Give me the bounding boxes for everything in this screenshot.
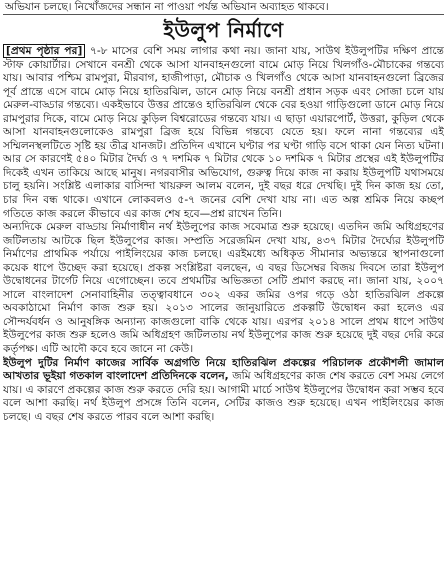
article-body	[3, 45, 444, 424]
paragraph-3-text: জমি অধিগ্রহণের কাজ শেষ করতে বেশ সময় লেগে যায়। এ কারণে প্রকল্পের কাজ শুরু করতে দেরি হয়। আগামী মার্চে সাউথ ইউলুপের উদ্বোধন করা সম্ভব হবে বলে আশা করছি। নর্থ ইউলুপ প্রসঙ্গে তিনি বলেন, সেটির কাজও শুরু হয়েছে। এখন পাইলিংয়ের কাজ চলছে। এ বছর শেষ করতে পারব বলে আশা করছি।	[3, 370, 444, 423]
article-headline: ইউলুপ নির্মাণে	[163, 18, 284, 42]
paragraph-2: অন্যদিকে মেরুল বাড্ডায় নির্মাণাধীন নর্থ ইউলুপের কাজ সবেমাত্র শুরু হয়েছে। এতদিন জমি অধিগ্রহণের জটিলতায় আটকে ছিল ইউলুপের কাজ। সম্প্রতি সরেজমিন দেখা যায়, ৪৩৭ মিটার দৈর্ঘ্যের ইউলুপটি নির্মাণের প্রাথমিক পর্যায়ে পাইলিংয়ের কাজ চলছে। এরইমধ্যে অধিকৃত সীমানার অভ্যন্তরে স্থাপনাগুলো কয়েক ধাপে উচ্ছেদ করা হয়েছে। প্রকল্প সংশ্লিষ্টরা বলছেন, এ বছর ডিসেম্বর বিজয় দিবসে তারা ইউলুপ উদ্বোধনের টার্গেট নিয়ে এগোচ্ছেন। তবে প্রথমটির অভিজ্ঞতা সেটি প্রমাণ করছে না। জানা যায়, ২০০৭ সালে বাংলাদেশ সেনাবাহিনীর তত্ত্বাবধানে ৩০২ একর জমির ওপর গড়ে ওঠা হাতিরঝিল প্রকল্পে অবকাঠামো নির্মাণ কাজ শুরু হয়। ২০১৩ সালের জানুয়ারিতে প্রকল্পটি উদ্বোধন করা হলেও এর সৌন্দর্যবর্ধন ও আনুষঙ্গিক অন্যান্য কাজগুলো বাকি থেকে যায়। এরপর ২০১৪ সালে প্রথম ধাপে সাউথ ইউলুপের কাজ শুরু হলেও জমি অধিগ্রহণ জটিলতায় নর্থ ইউলুপের কাজ শুরু হয়েছে দুই বছর দেরি করে কর্তৃপক্ষ। এটি আদৌ কবে হবে জানে না কেউ।	[3, 221, 444, 356]
paragraph-1	[3, 45, 444, 221]
paragraph-3	[3, 357, 444, 425]
continued-from-kicker: [প্রথম পৃষ্ঠার পর]	[3, 44, 85, 58]
paragraph-1-text: ৭-৮ মাসের বেশি সময় লাগার কথা নয়। জানা যায়, সাউথ ইউলুপটির দক্ষিণ প্রান্তে স্টাফ কোয়ার্টার। সেখানে বনশ্রী থেকে আসা যানবাহনগুলো বামে মোড় নিয়ে খিলগাঁও-মৌচাকের গন্তব্যে যায়। আবার পশ্চিম রামপুরা, মীরবাগ, হাজীপাড়া, মৌচাক ও খিলগাঁও থেকে আসা যানবাহনগুলো ব্রিজের পূর্ব প্রান্তে এসে বামে মোড় নিয়ে হাতিরঝিল, ডানে মোড় নিয়ে বনশ্রী প্রধান সড়ক এবং সোজা চলে যায় মেরুল-বাড্ডার গন্তব্যে। একইভাবে উত্তর প্রান্তেও হাতিরঝিল থেকে বের হওয়া গাড়িগুলো ডানে মোড় নিয়ে রামপুরার দিকে, বামে মোড় নিয়ে কুড়িল বিশ্বরোডের গন্তব্যে যায়। এ ছাড়া এয়ারপোর্ট, উত্তরা, কুড়িল থেকে আসা যানবাহনগুলোকেও রামপুরা ব্রিজ হয়ে বিভিন্ন গন্তব্যে যেতে হয়। ফলে নানা গন্তব্যের এই সম্মিলনস্থলটিতে সৃষ্টি হয় তীব্র যানজট। প্রতিদিন এখানে ঘণ্টার পর ঘণ্টা গাড়ি বসে থাকা যেন নিত্য ঘটনা। আর সে কারণেই ৫৪০ মিটার দৈর্ঘ্য ও ৭ দশমিক ৭ মিটার থেকে ১০ দশমিক ৭ মিটার প্রস্থের এই ইউলুপটির দিকেই এখন তাকিয়ে আছে মানুষ। নগরবাসীর অভিযোগ, গুরুত্ব দিয়ে কাজ না করায় ইউলুপটি যথাসময়ে চালু হয়নি। সংশ্লিষ্ট এলাকার বাসিন্দা খায়রুল আলম বলেন, দুই বছর ধরে দেখছি। দুই দিন কাজ হয় তো, চার দিন বন্ধ থাকে। এখানে লোকবলও ৫-৭ জনের বেশি দেখা যায় না। এত অল্প শ্রমিক নিয়ে কচ্ছপ গতিতে কাজ করলে কীভাবে এর কাজ শেষ হবে—প্রশ্ন রাখেন তিনি।	[3, 45, 444, 220]
news-article	[3, 0, 444, 579]
previous-article-tail: অভিযান চলছে। নিখোঁজদের সন্ধান না পাওয়া পর্যন্ত অভিযান অব্যাহত থাকবে।	[3, 0, 444, 15]
paragraph-3-lead: ইউলুপ দুটির নির্মাণ কাজের সার্বিক অগ্রগতি নিয়ে হাতিরঝিল প্রকল্পের পরিচালক প্রকৌশলী জামাল আখতার ভূইয়া গতকাল বাংলাদেশ প্রতিদিনকে বলেন,	[3, 356, 444, 383]
